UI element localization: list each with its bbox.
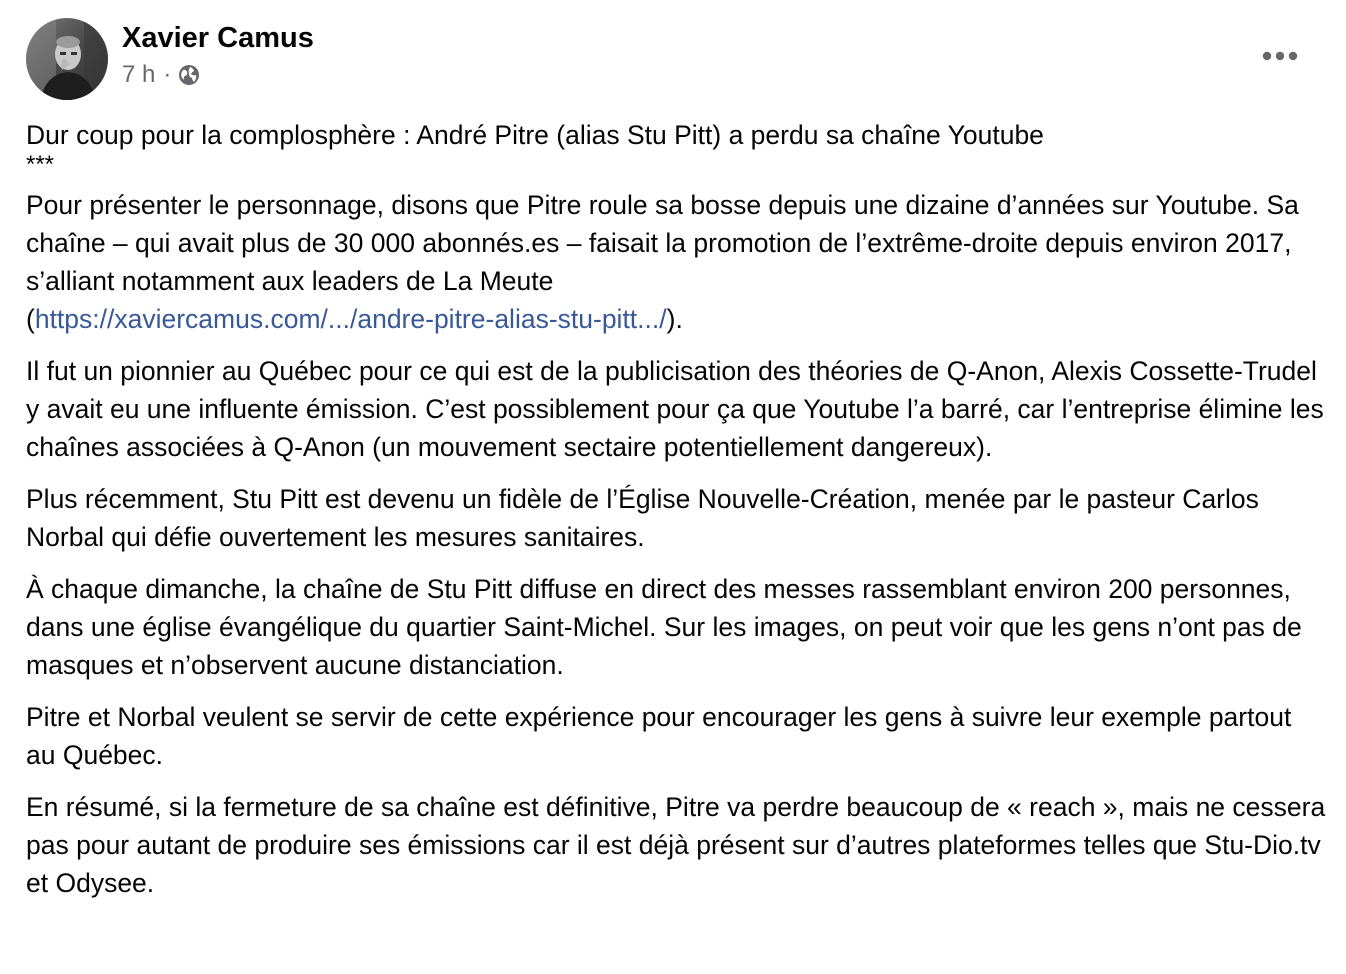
post-headline: Dur coup pour la complosphère : André Pitre (alias Stu Pitt) a perdu sa chaîne Youtube [26, 120, 1044, 150]
post-header [26, 18, 314, 102]
post-paragraph-summary: En résumé, si la fermeture de sa chaîne est définitive, Pitre va perdre beaucoup de « reach », mais ne cessera pas pour autant de produire ses émissions car il est déjà présent sur d’autres plateformes telles que Stu-Dio.tv et Odysee. [26, 792, 1326, 898]
post-timestamp[interactable]: 7 h [122, 61, 156, 88]
author-avatar[interactable] [26, 18, 108, 100]
ellipsis-icon [1262, 51, 1298, 61]
article-link[interactable]: https://xaviercamus.com/.../andre-pitre-alias-stu-pitt.../ [34, 304, 667, 334]
post-separator-stars: *** [26, 151, 55, 178]
meta-separator: · [163, 61, 172, 88]
post-meta [122, 18, 314, 90]
post-body [26, 116, 1326, 916]
globe-icon[interactable] [177, 63, 201, 87]
profile-photo-icon [26, 18, 108, 100]
intro-close-paren: ). [666, 304, 683, 334]
post-paragraph-intro [26, 186, 1326, 338]
more-options-button[interactable] [1258, 34, 1302, 78]
post-subline [122, 60, 314, 90]
intro-open-paren: ( [26, 304, 35, 334]
post-paragraph-example: Pitre et Norbal veulent se servir de cette expérience pour encourager les gens à suivre leur exemple partout au Québec. [26, 702, 1292, 770]
post-paragraph-qanon: Il fut un pionnier au Québec pour ce qui est de la publicisation des théories de Q-Anon, Alexis Cossette-Trudel y avait eu une influente émission. C’est possiblement pour ça que Youtube l’a barré, car l’entreprise élimine les chaînes associées à Q-Anon (un mouvement sectaire potentiellement dangereux). [26, 356, 1324, 462]
intro-text: Pour présenter le personnage, disons que Pitre roule sa bosse depuis une dizaine d’années sur Youtube. Sa chaîne – qui avait plus de 30 000 abonnés.es – faisait la promotion de l’extrême-droite depuis environ 2017, s’alliant notamment aux leaders de La Meute [26, 190, 1299, 296]
post-paragraph-sunday: À chaque dimanche, la chaîne de Stu Pitt diffuse en direct des messes rassemblant environ 200 personnes, dans une église évangélique du quartier Saint-Michel. Sur les images, on peut voir que les gens n’ont pas de masques et n’observent aucune distanciation. [26, 574, 1302, 680]
post-paragraph-church: Plus récemment, Stu Pitt est devenu un fidèle de l’Église Nouvelle-Création, menée par le pasteur Carlos Norbal qui défie ouvertement les mesures sanitaires. [26, 484, 1259, 552]
author-name[interactable]: Xavier Camus [122, 22, 314, 54]
